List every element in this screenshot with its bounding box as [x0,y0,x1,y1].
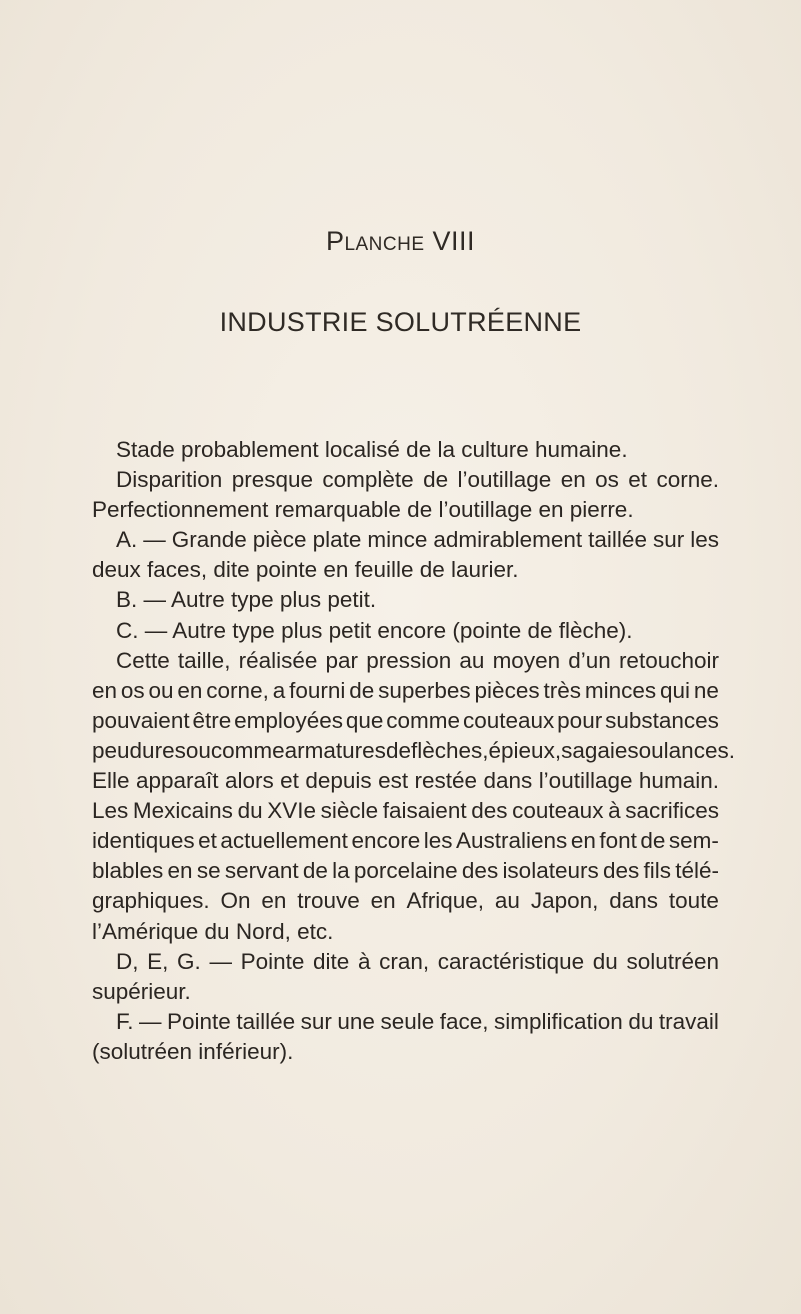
text-line: B. — Autre type plus petit. [116,587,377,613]
text-line: Cette taille, réalisée par pression au moyen d’un retouchoir [116,647,719,673]
text-line: Disparition presque complète de l’outillage en os et corne. [116,467,719,493]
text-line: Perfectionnement remarquable de l’outillage en pierre. [92,497,634,523]
text-line: blables en se servant de la porcelaine des isolateurs des fils télé- [92,858,719,884]
text-line: Stade probablement localisé de la culture humaine. [116,437,628,462]
body-text [92,435,735,1067]
text-line: en os ou en corne, a fourni de superbes pièces très minces qui ne [92,677,719,703]
text-line: supérieur. [92,978,191,1004]
text-line: (solutréen inférieur). [92,1038,294,1064]
section-title: INDUSTRIE SOLUTRÉENNE [219,307,582,337]
text-line: Elle apparaît alors et depuis est restée dans l’outillage humain. [92,768,719,794]
text-line: Les Mexicains du XVIe siècle faisaient des couteaux à sacrifices [92,798,719,824]
text-line: graphiques. On en trouve en Afrique, au Japon, dans toute [92,888,719,914]
text-line: pouvaient être employées que comme couteaux pour substances [92,707,719,733]
text-line: D, E, G. — Pointe dite à cran, caractéristique du solutréen [116,948,719,974]
text-line: identiques et actuellement encore les Australiens en font de sem- [92,828,719,854]
text-line: A. — Grande pièce plate mince admirablement taillée sur les [116,527,719,553]
text-line: peu dures ou comme armatures de flèches, épieux, sagaies ou lances. [92,737,735,763]
text-line: F. — Pointe taillée sur une seule face, simplification du travail [116,1008,719,1034]
text-line: C. — Autre type plus petit encore (pointe de flèche). [116,617,633,643]
text-line: deux faces, dite pointe en feuille de laurier. [92,557,519,583]
text-line: l’Amérique du Nord, etc. [92,918,334,944]
plate-title: Planche VIII [325,226,476,256]
